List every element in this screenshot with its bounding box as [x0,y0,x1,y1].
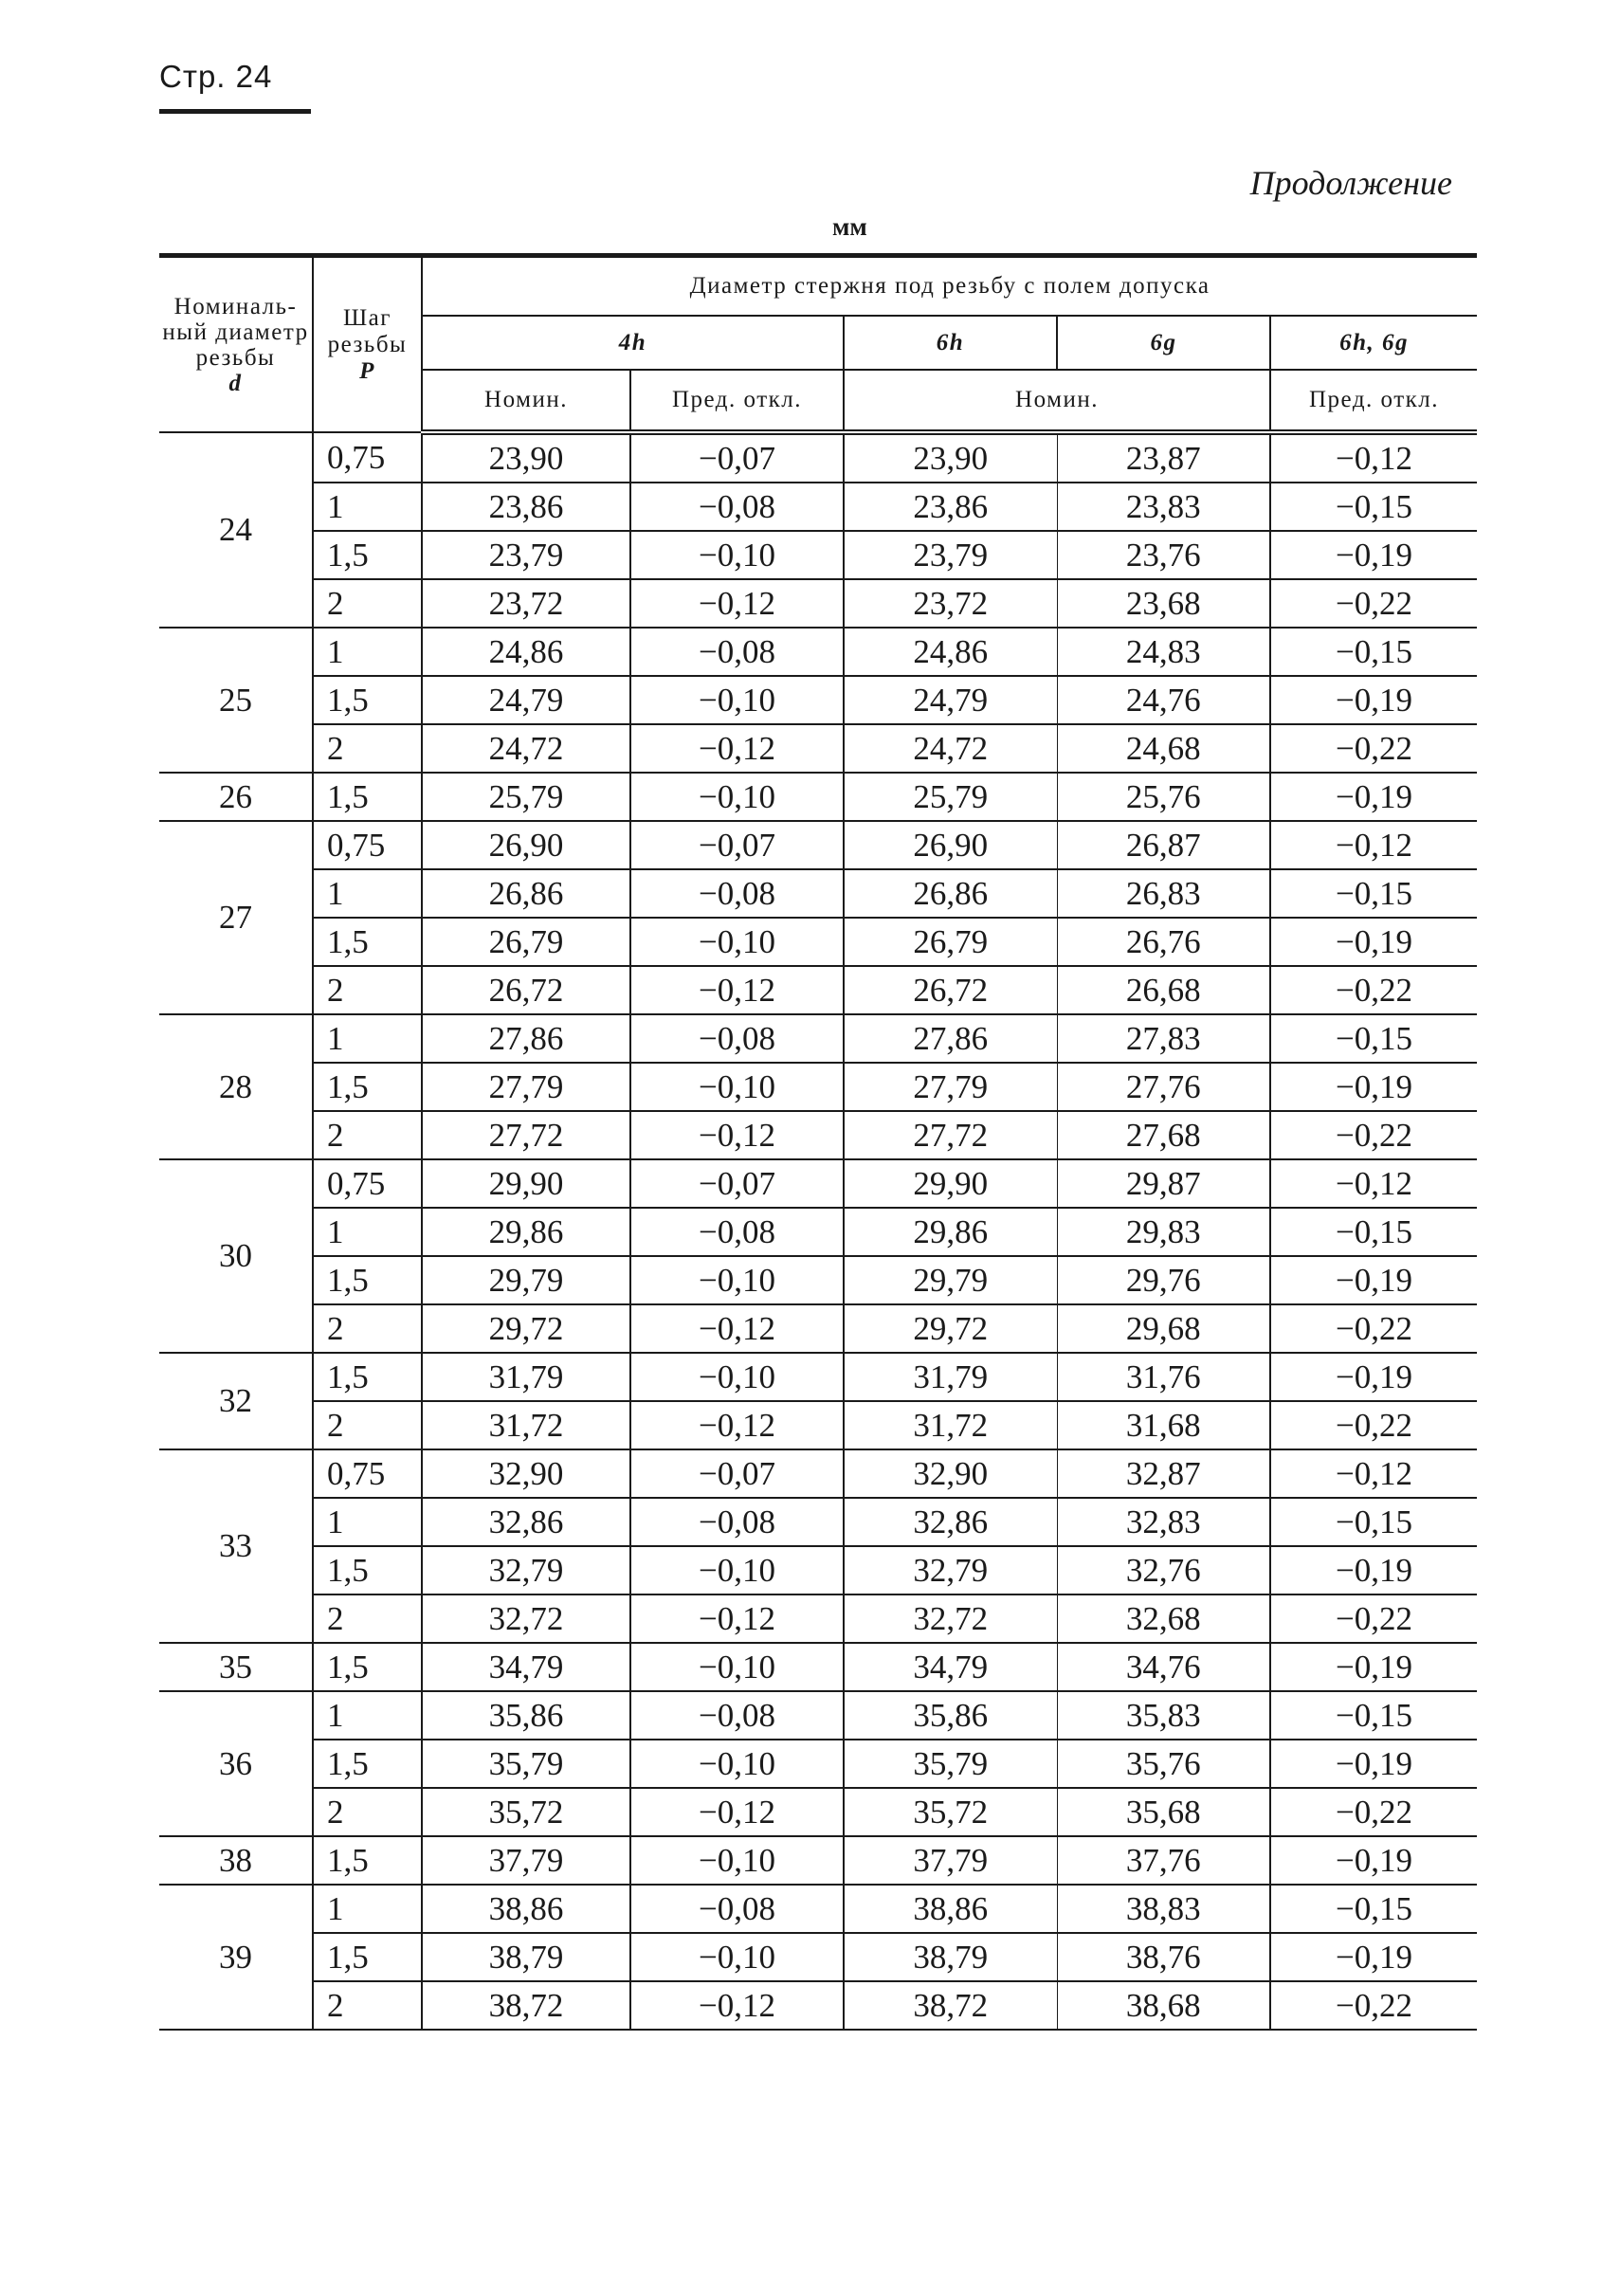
deviation-6h-6g-cell: −0,22 [1270,1788,1477,1836]
deviation-6h-6g-cell: −0,12 [1270,821,1477,869]
nominal-diameter-cell: 32 [159,1353,313,1449]
pitch-cell: 1,5 [313,1256,422,1304]
header-span-title: Диаметр стержня под резьбу с полем допуска [422,256,1477,317]
header-limit-deviation-2: Пред. откл. [1270,370,1477,432]
nominal-6h-cell: 23,72 [844,579,1057,628]
table-row [159,1256,1477,1304]
deviation-6h-6g-cell: −0,22 [1270,966,1477,1014]
deviation-6h-6g-cell: −0,19 [1270,531,1477,579]
nominal-4h-cell: 23,79 [422,531,630,579]
header-tol-6g-text: 6g [1150,329,1177,355]
nominal-6g-cell: 37,76 [1057,1836,1270,1885]
header-nominal: Номин. [422,370,630,432]
deviation-6h-6g-cell: −0,19 [1270,1353,1477,1401]
continuation-label: Продолжение [1249,164,1452,202]
deviation-6h-6g-cell: −0,12 [1270,1449,1477,1498]
deviation-4h-cell: −0,12 [630,1401,844,1449]
nominal-6h-cell: 29,86 [844,1208,1057,1256]
pitch-cell: 1,5 [313,676,422,724]
nominal-6h-cell: 32,90 [844,1449,1057,1498]
table-row [159,1208,1477,1256]
table-row [159,1401,1477,1449]
nominal-6h-cell: 24,72 [844,724,1057,773]
deviation-4h-cell: −0,08 [630,628,844,676]
table-row [159,1111,1477,1159]
deviation-4h-cell: −0,12 [630,1788,844,1836]
nominal-4h-cell: 26,72 [422,966,630,1014]
deviation-6h-6g-cell: −0,15 [1270,1014,1477,1063]
header-tol-6g [1057,316,1270,370]
pitch-cell: 2 [313,1304,422,1353]
pitch-cell: 1 [313,628,422,676]
nominal-diameter-cell: 27 [159,821,313,1014]
nominal-6h-cell: 26,72 [844,966,1057,1014]
nominal-diameter-cell: 25 [159,628,313,773]
nominal-4h-cell: 27,79 [422,1063,630,1111]
table-row [159,1546,1477,1594]
nominal-6g-cell: 29,87 [1057,1159,1270,1208]
deviation-4h-cell: −0,08 [630,1691,844,1740]
nominal-6h-cell: 38,72 [844,1981,1057,2030]
nominal-6g-cell: 27,76 [1057,1063,1270,1111]
deviation-6h-6g-cell: −0,22 [1270,724,1477,773]
deviation-4h-cell: −0,08 [630,1498,844,1546]
pitch-cell: 1 [313,483,422,531]
deviation-4h-cell: −0,12 [630,1594,844,1643]
nominal-6h-cell: 35,79 [844,1740,1057,1788]
table-header [159,256,1477,433]
nominal-6g-cell: 38,83 [1057,1885,1270,1933]
deviation-4h-cell: −0,10 [630,1546,844,1594]
nominal-4h-cell: 23,72 [422,579,630,628]
deviation-6h-6g-cell: −0,15 [1270,1885,1477,1933]
nominal-6g-cell: 34,76 [1057,1643,1270,1691]
table-row [159,628,1477,676]
table-row [159,483,1477,531]
deviation-6h-6g-cell: −0,19 [1270,1256,1477,1304]
nominal-4h-cell: 35,72 [422,1788,630,1836]
table-row [159,1594,1477,1643]
nominal-4h-cell: 27,72 [422,1111,630,1159]
deviation-4h-cell: −0,12 [630,1304,844,1353]
nominal-6h-cell: 31,79 [844,1353,1057,1401]
nominal-4h-cell: 38,79 [422,1933,630,1981]
pitch-cell: 0,75 [313,821,422,869]
pitch-cell: 1 [313,869,422,918]
nominal-4h-cell: 27,86 [422,1014,630,1063]
nominal-6h-cell: 38,86 [844,1885,1057,1933]
nominal-6h-cell: 32,86 [844,1498,1057,1546]
deviation-6h-6g-cell: −0,15 [1270,1691,1477,1740]
deviation-6h-6g-cell: −0,15 [1270,1498,1477,1546]
deviation-6h-6g-cell: −0,19 [1270,1836,1477,1885]
pitch-cell: 1,5 [313,1353,422,1401]
unit-label: мм [832,212,867,241]
table-row [159,676,1477,724]
deviation-4h-cell: −0,08 [630,1885,844,1933]
pitch-cell: 0,75 [313,1449,422,1498]
header-tol-6h-6g [1270,316,1477,370]
nominal-6g-cell: 27,68 [1057,1111,1270,1159]
deviation-6h-6g-cell: −0,15 [1270,628,1477,676]
pitch-cell: 1,5 [313,1063,422,1111]
nominal-4h-cell: 29,79 [422,1256,630,1304]
deviation-6h-6g-cell: −0,22 [1270,1401,1477,1449]
nominal-6g-cell: 38,68 [1057,1981,1270,2030]
header-tol-4h-text: 4h [618,329,647,355]
deviation-4h-cell: −0,10 [630,1836,844,1885]
nominal-6h-cell: 32,72 [844,1594,1057,1643]
deviation-6h-6g-cell: −0,12 [1270,432,1477,483]
nominal-6g-cell: 35,68 [1057,1788,1270,1836]
pitch-cell: 1,5 [313,1740,422,1788]
deviation-4h-cell: −0,10 [630,1933,844,1981]
nominal-4h-cell: 24,79 [422,676,630,724]
pitch-cell: 2 [313,1401,422,1449]
nominal-6h-cell: 29,79 [844,1256,1057,1304]
pitch-cell: 2 [313,1981,422,2030]
nominal-diameter-cell: 33 [159,1449,313,1643]
table-row [159,821,1477,869]
nominal-6h-cell: 34,79 [844,1643,1057,1691]
deviation-6h-6g-cell: −0,15 [1270,1208,1477,1256]
deviation-4h-cell: −0,10 [630,1643,844,1691]
nominal-4h-cell: 24,86 [422,628,630,676]
nominal-6g-cell: 26,83 [1057,869,1270,918]
nominal-4h-cell: 23,86 [422,483,630,531]
nominal-diameter-cell: 26 [159,773,313,821]
nominal-4h-cell: 32,79 [422,1546,630,1594]
table-row [159,1449,1477,1498]
nominal-4h-cell: 32,86 [422,1498,630,1546]
table-row [159,1691,1477,1740]
deviation-6h-6g-cell: −0,22 [1270,1304,1477,1353]
table-body [159,432,1477,2030]
table-row [159,1643,1477,1691]
nominal-6g-cell: 35,83 [1057,1691,1270,1740]
nominal-6h-cell: 24,86 [844,628,1057,676]
nominal-diameter-cell: 28 [159,1014,313,1159]
deviation-6h-6g-cell: −0,22 [1270,1594,1477,1643]
pitch-cell: 1,5 [313,1836,422,1885]
nominal-6g-cell: 32,76 [1057,1546,1270,1594]
nominal-diameter-cell: 35 [159,1643,313,1691]
deviation-6h-6g-cell: −0,22 [1270,579,1477,628]
nominal-6g-cell: 29,83 [1057,1208,1270,1256]
header-tol-6h-text: 6h [936,329,965,355]
table-row [159,1788,1477,1836]
table-row [159,1498,1477,1546]
nominal-6h-cell: 27,72 [844,1111,1057,1159]
nominal-6g-cell: 29,76 [1057,1256,1270,1304]
deviation-4h-cell: −0,08 [630,483,844,531]
table-row [159,966,1477,1014]
table-row [159,773,1477,821]
deviation-4h-cell: −0,08 [630,1208,844,1256]
pitch-cell: 1 [313,1208,422,1256]
nominal-6h-cell: 23,86 [844,483,1057,531]
nominal-6g-cell: 35,76 [1057,1740,1270,1788]
nominal-4h-cell: 24,72 [422,724,630,773]
nominal-6g-cell: 24,76 [1057,676,1270,724]
nominal-6h-cell: 29,90 [844,1159,1057,1208]
pitch-cell: 1,5 [313,1643,422,1691]
nominal-4h-cell: 29,72 [422,1304,630,1353]
nominal-6h-cell: 29,72 [844,1304,1057,1353]
nominal-4h-cell: 37,79 [422,1836,630,1885]
deviation-6h-6g-cell: −0,19 [1270,1740,1477,1788]
nominal-diameter-cell: 39 [159,1885,313,2030]
deviation-6h-6g-cell: −0,19 [1270,1546,1477,1594]
nominal-6h-cell: 32,79 [844,1546,1057,1594]
pitch-cell: 1 [313,1498,422,1546]
nominal-6g-cell: 31,68 [1057,1401,1270,1449]
pitch-cell: 2 [313,1111,422,1159]
header-nominal-diameter [159,256,313,433]
deviation-6h-6g-cell: −0,19 [1270,1643,1477,1691]
table-row [159,1063,1477,1111]
pitch-cell: 1,5 [313,531,422,579]
nominal-6h-cell: 26,86 [844,869,1057,918]
header-nominal-2: Номин. [844,370,1270,432]
table-row [159,869,1477,918]
pitch-cell: 1,5 [313,1933,422,1981]
nominal-6g-cell: 26,76 [1057,918,1270,966]
table-row [159,1014,1477,1063]
header-tol-6h [844,316,1057,370]
deviation-6h-6g-cell: −0,15 [1270,483,1477,531]
deviation-4h-cell: −0,10 [630,676,844,724]
nominal-4h-cell: 29,86 [422,1208,630,1256]
nominal-6g-cell: 26,68 [1057,966,1270,1014]
nominal-6g-cell: 23,76 [1057,531,1270,579]
nominal-6h-cell: 23,79 [844,531,1057,579]
header-nominal-diameter-symbol: d [228,370,243,396]
table-row [159,1836,1477,1885]
nominal-6h-cell: 26,90 [844,821,1057,869]
deviation-4h-cell: −0,12 [630,579,844,628]
table-row [159,918,1477,966]
nominal-6h-cell: 24,79 [844,676,1057,724]
nominal-6h-cell: 23,90 [844,432,1057,483]
pitch-cell: 2 [313,1788,422,1836]
deviation-4h-cell: −0,07 [630,1449,844,1498]
nominal-6g-cell: 32,68 [1057,1594,1270,1643]
nominal-4h-cell: 34,79 [422,1643,630,1691]
deviation-4h-cell: −0,12 [630,1981,844,2030]
nominal-4h-cell: 32,72 [422,1594,630,1643]
header-limit-deviation: Пред. откл. [630,370,844,432]
deviation-4h-cell: −0,10 [630,531,844,579]
nominal-4h-cell: 35,86 [422,1691,630,1740]
nominal-6g-cell: 31,76 [1057,1353,1270,1401]
nominal-4h-cell: 25,79 [422,773,630,821]
table-row [159,1304,1477,1353]
table-row [159,1353,1477,1401]
nominal-6g-cell: 38,76 [1057,1933,1270,1981]
thread-diameter-table [159,253,1477,2031]
nominal-4h-cell: 26,79 [422,918,630,966]
header-tol-6h-6g-text: 6h, 6g [1339,329,1409,355]
table-row [159,1740,1477,1788]
pitch-cell: 2 [313,966,422,1014]
deviation-4h-cell: −0,12 [630,724,844,773]
nominal-6h-cell: 37,79 [844,1836,1057,1885]
deviation-4h-cell: −0,12 [630,1111,844,1159]
pitch-cell: 1 [313,1014,422,1063]
deviation-4h-cell: −0,07 [630,432,844,483]
nominal-4h-cell: 29,90 [422,1159,630,1208]
deviation-4h-cell: −0,10 [630,773,844,821]
pitch-cell: 1,5 [313,918,422,966]
page-number-underline [159,109,311,114]
nominal-6g-cell: 24,83 [1057,628,1270,676]
nominal-4h-cell: 26,86 [422,869,630,918]
deviation-6h-6g-cell: −0,19 [1270,1063,1477,1111]
deviation-6h-6g-cell: −0,12 [1270,1159,1477,1208]
table-row [159,1885,1477,1933]
pitch-cell: 2 [313,579,422,628]
deviation-4h-cell: −0,10 [630,1063,844,1111]
nominal-6h-cell: 38,79 [844,1933,1057,1981]
nominal-6g-cell: 25,76 [1057,773,1270,821]
nominal-6h-cell: 31,72 [844,1401,1057,1449]
header-pitch-text: Шаг резьбы [327,304,408,357]
pitch-cell: 1,5 [313,1546,422,1594]
nominal-6g-cell: 32,83 [1057,1498,1270,1546]
deviation-4h-cell: −0,10 [630,1256,844,1304]
nominal-6g-cell: 26,87 [1057,821,1270,869]
nominal-4h-cell: 31,79 [422,1353,630,1401]
deviation-4h-cell: −0,07 [630,1159,844,1208]
deviation-6h-6g-cell: −0,22 [1270,1981,1477,2030]
nominal-4h-cell: 35,79 [422,1740,630,1788]
deviation-4h-cell: −0,08 [630,1014,844,1063]
pitch-cell: 0,75 [313,1159,422,1208]
deviation-6h-6g-cell: −0,22 [1270,1111,1477,1159]
pitch-cell: 2 [313,724,422,773]
nominal-6g-cell: 32,87 [1057,1449,1270,1498]
nominal-diameter-cell: 36 [159,1691,313,1836]
nominal-6g-cell: 27,83 [1057,1014,1270,1063]
header-nominal-diameter-text: Номиналь-ный диаметр резьбы [162,293,309,371]
nominal-4h-cell: 38,86 [422,1885,630,1933]
deviation-6h-6g-cell: −0,19 [1270,1933,1477,1981]
pitch-cell: 0,75 [313,432,422,483]
pitch-cell: 1 [313,1691,422,1740]
deviation-6h-6g-cell: −0,15 [1270,869,1477,918]
nominal-6g-cell: 23,68 [1057,579,1270,628]
pitch-cell: 1,5 [313,773,422,821]
page-number: Стр. 24 [159,59,273,94]
nominal-6h-cell: 26,79 [844,918,1057,966]
deviation-4h-cell: −0,10 [630,1740,844,1788]
table-row [159,579,1477,628]
nominal-diameter-cell: 24 [159,432,313,628]
deviation-4h-cell: −0,07 [630,821,844,869]
header-tol-4h [422,316,844,370]
table-row [159,531,1477,579]
nominal-4h-cell: 23,90 [422,432,630,483]
deviation-4h-cell: −0,10 [630,918,844,966]
nominal-4h-cell: 26,90 [422,821,630,869]
nominal-6h-cell: 35,86 [844,1691,1057,1740]
nominal-6g-cell: 23,87 [1057,432,1270,483]
nominal-4h-cell: 32,90 [422,1449,630,1498]
pitch-cell: 2 [313,1594,422,1643]
deviation-4h-cell: −0,12 [630,966,844,1014]
header-pitch-symbol: P [359,357,375,384]
table-row [159,1981,1477,2030]
nominal-6g-cell: 24,68 [1057,724,1270,773]
header-pitch [313,256,422,433]
nominal-6h-cell: 27,79 [844,1063,1057,1111]
nominal-6h-cell: 27,86 [844,1014,1057,1063]
deviation-6h-6g-cell: −0,19 [1270,773,1477,821]
nominal-6g-cell: 23,83 [1057,483,1270,531]
nominal-6h-cell: 35,72 [844,1788,1057,1836]
nominal-4h-cell: 38,72 [422,1981,630,2030]
pitch-cell: 1 [313,1885,422,1933]
nominal-diameter-cell: 38 [159,1836,313,1885]
table-row [159,432,1477,483]
table-row [159,724,1477,773]
deviation-6h-6g-cell: −0,19 [1270,918,1477,966]
table-row [159,1933,1477,1981]
nominal-4h-cell: 31,72 [422,1401,630,1449]
deviation-4h-cell: −0,08 [630,869,844,918]
nominal-diameter-cell: 30 [159,1159,313,1353]
nominal-6h-cell: 25,79 [844,773,1057,821]
deviation-4h-cell: −0,10 [630,1353,844,1401]
deviation-6h-6g-cell: −0,19 [1270,676,1477,724]
table-row [159,1159,1477,1208]
nominal-6g-cell: 29,68 [1057,1304,1270,1353]
